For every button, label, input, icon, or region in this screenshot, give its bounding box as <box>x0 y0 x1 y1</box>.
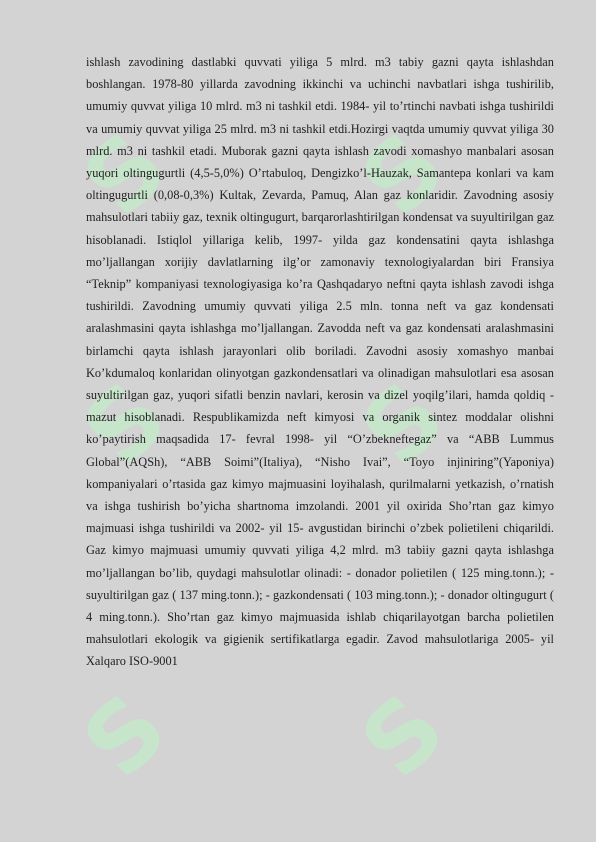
watermark-mark-3: S <box>63 362 188 488</box>
watermark-mark-4: S <box>341 362 466 488</box>
watermark-mark-2: S <box>341 112 466 238</box>
watermark-mark-5: S <box>63 674 188 800</box>
watermark-mark-6: S <box>341 674 466 800</box>
body-paragraph: ishlash zavodining dastlabki quvvati yiliga 5 mlrd. m3 tabiy gazni qayta ishlashdan boshlangan. 1978-80 yillarda zavodning ikkinchi va uchinchi navbatlari ishga tushirilib, umumiy quvvat yiliga 10 mlrd. m3 ni tashkil etdi. 1984- yil to’rtinchi navbati ishga tushirildi va umumiy quvvat yiliga 25 mlrd. m3 ni tashkil etdi.Hozirgi vaqtda umumiy quvvat yiliga 30 mlrd. m3 ni tashkil etadi. Muborak gazni qayta ishlash zavodi xomashyo manbalari asosan yuqori oltingugurtli (4,5-5,0%) O’rtabuloq, Dengizko’l-Hauzak, Samantepa konlari va kam oltingugurtli (0,08-0,3%) Kultak, Zevarda, Pamuq, Alan gaz konlaridir. Zavodning asosiy mahsulotlari tabiiy gaz, texnik oltingugurt, barqarorlashtirilgan kondensat va suyultirilgan gaz hisoblanadi. Istiqlol yillariga kelib, 1997- yilda gaz kondensatini qayta ishlashga mo’ljallangan xorijiy davlatlarning ilg’or zamonaviy texnologiyalardan biri Fransiya “Teknip” kompaniyasi texnologiyasiga ko’ra Qashqadaryo neftni qayta ishlash zavodi ishga tushirildi. Zavodning umumiy quvvati yiliga 2.5 mln. tonna neft va gaz kondensati aralashmasini qayta ishlashga mo’ljallangan. Zavodda neft va gaz kondensati aralashmasini birlamchi qayta ishlash jarayonlari olib boriladi. Zavodni asosiy xomashyo manbai Ko’kdumaloq konlaridan olinyotgan gazkondensatlari va olinadigan mahsulotlari esa asosan suyultirilgan gaz, yuqori sifatli benzin navlari, kerosin va dizel yoqilg’ilari, hamda qoldiq - mazut hisoblanadi. Respublikamizda neft kimyosi va organik sintez moddalar olishni ko’paytirish maqsadida 17- fevral 1998- yil “O’zbekneftegaz” va “ABB Lummus Global”(AQSh), “ABB Soimi”(Italiya), “Nisho Ivai”, “Toyo injiniring”(Yaponiya) kompaniyalari o’rtasida gaz kimyo majmuasini loyihalash, qurilmalarni yetkazish, o’rnatish va ishga tushirish bo’yicha shartnoma imzolandi. 2001 yil oxirida Sho’rtan gaz kimyo majmuasi ishga tushirildi va 2002- yil 15- avgustidan birinchi o’zbek polietileni chiqarildi. Gaz kimyo majmuasi umumiy quvvati yiliga 4,2 mlrd. m3 tabiiy gazni qayta ishlashga mo’ljallangan bo’lib, quydagi mahsulotlar olinadi: - donador polietilen ( 125 ming.tonn.); - suyultirilgan gaz ( 137 ming.tonn.); - gazkondensati ( 103 ming.tonn.); - donador oltingugurt ( 4 ming.tonn.). Sho’rtan gaz kimyo majmuasida ishlab chiqarilayotgan barcha polietilen mahsulotlari ekologik va gigienik sertifikatlarga egadir. Zavod mahsulotlariga 2005- yil Xalqaro ISO-9001 <box>86 55 554 669</box>
watermark-mark-1: S <box>63 112 188 238</box>
